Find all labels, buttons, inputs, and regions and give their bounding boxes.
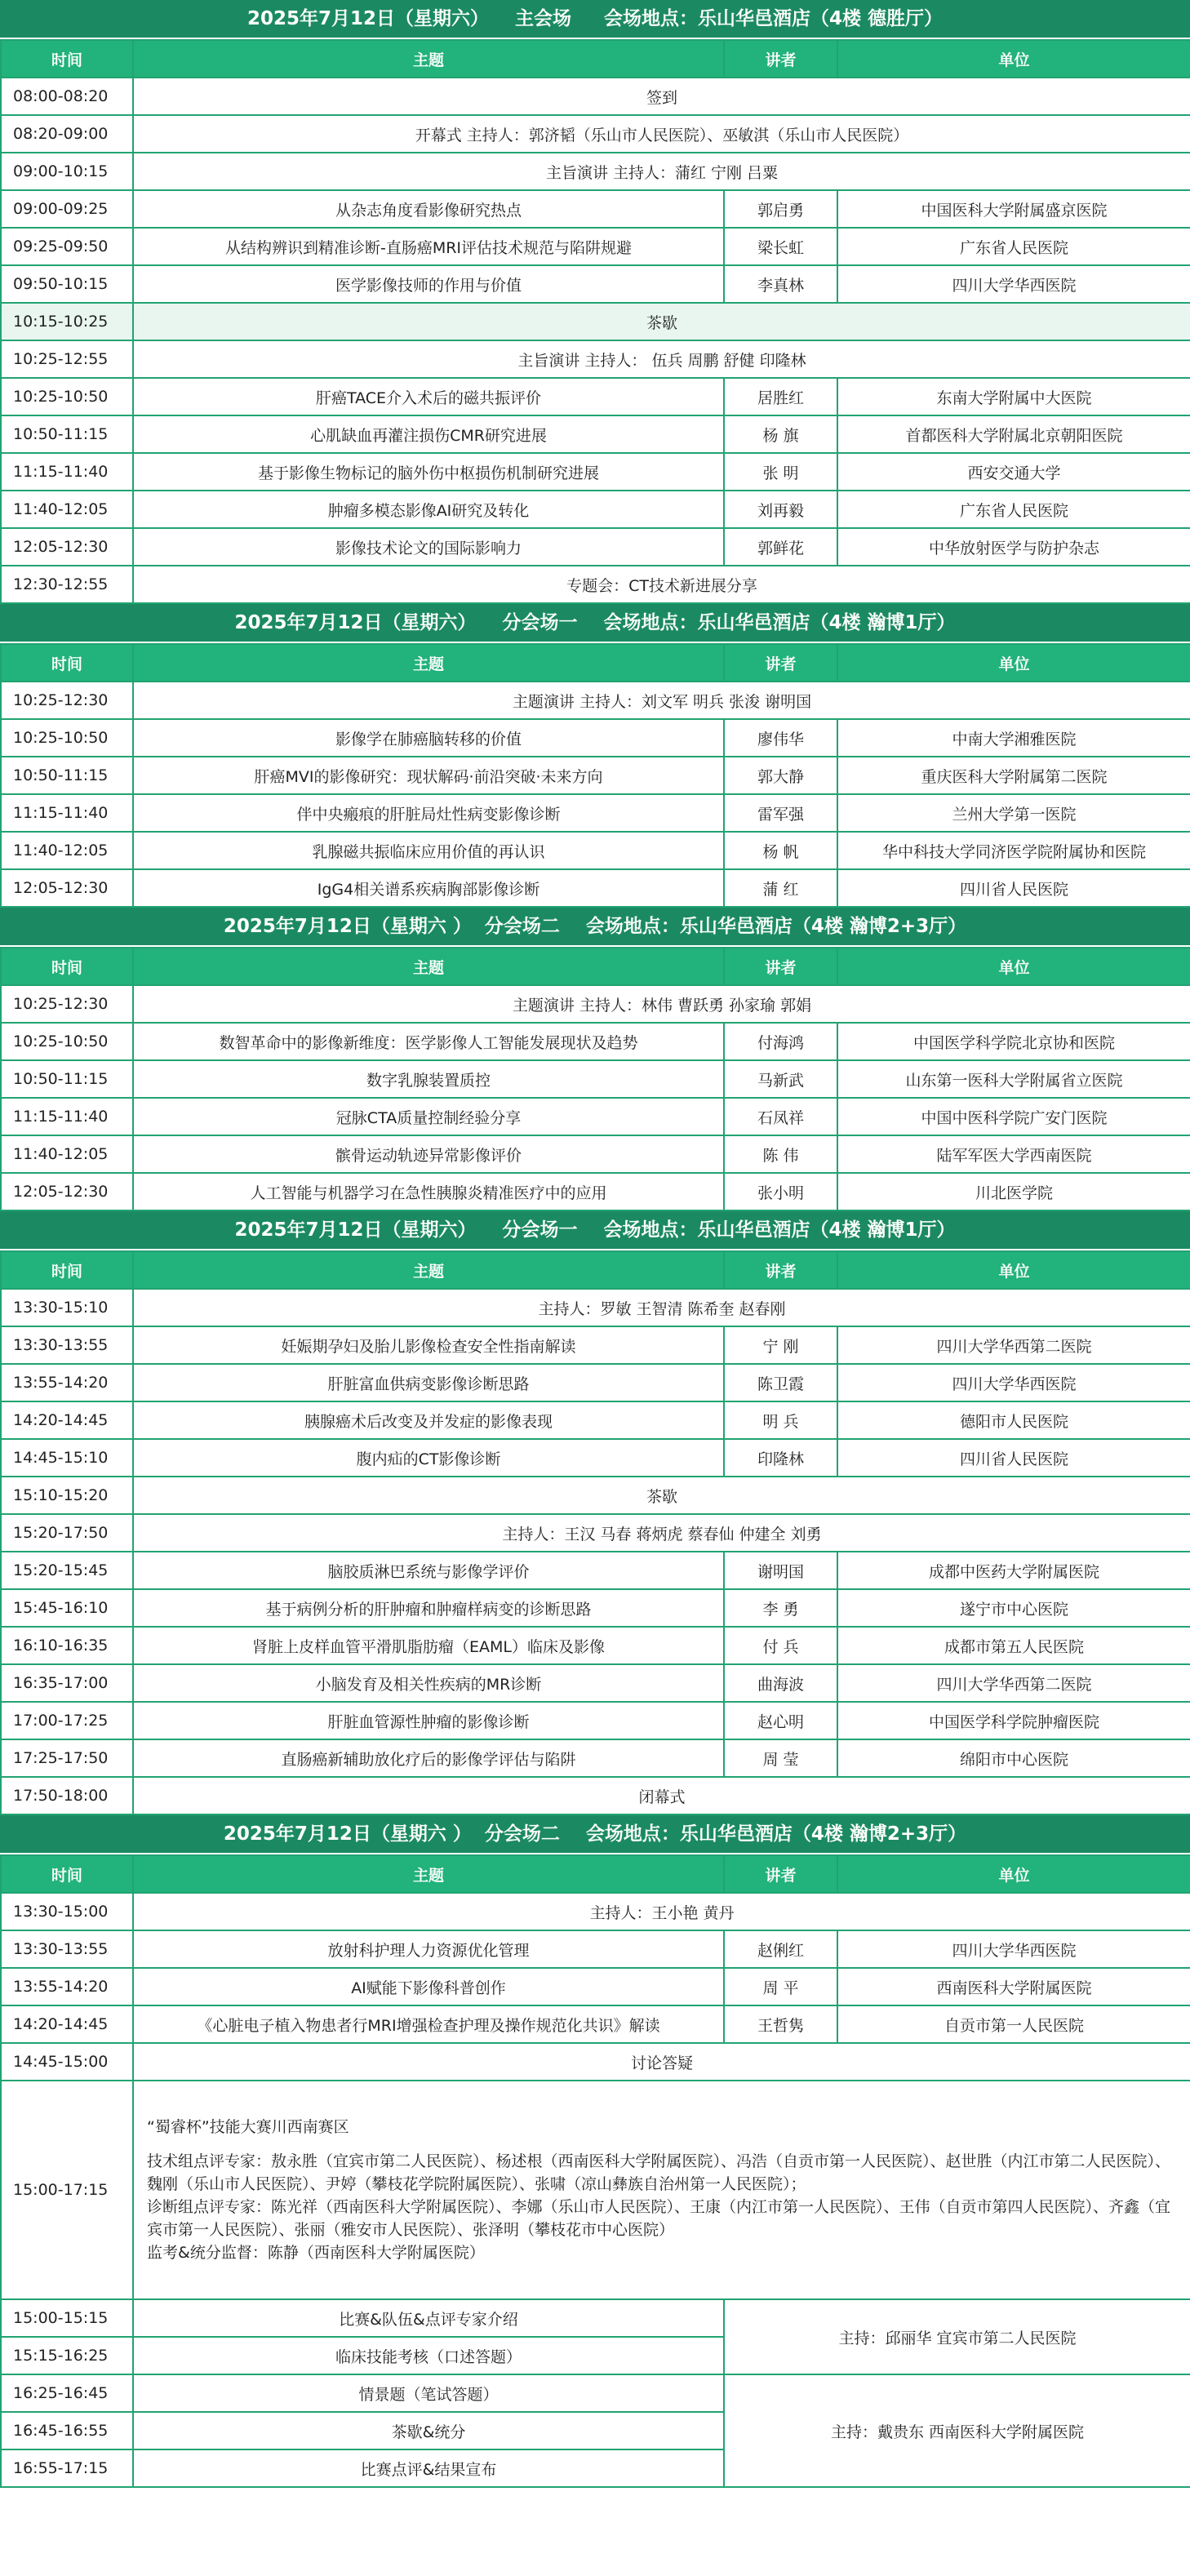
- topic-cell: 腹内疝的CT影像诊断: [133, 1439, 724, 1477]
- time-cell: 10:15-10:25: [1, 303, 133, 340]
- topic-cell: 伴中央瘢痕的肝脏局灶性病变影像诊断: [133, 794, 724, 832]
- topic-cell: 肿瘤多模态影像AI研究及转化: [133, 491, 724, 528]
- unit-cell: 中国医学科学院肿瘤医院: [837, 1702, 1190, 1739]
- time-cell: 17:00-17:25: [1, 1702, 133, 1739]
- topic-cell: AI赋能下影像科普创作: [133, 1968, 724, 2005]
- column-header: 时间: [1, 644, 133, 682]
- column-header: 单位: [837, 644, 1190, 682]
- contest-info-line: “蜀睿杯”技能大赛川西南赛区: [147, 2118, 349, 2136]
- schedule-table: [0, 643, 1190, 908]
- unit-cell: 四川大学华西医院: [837, 1364, 1190, 1401]
- speaker-cell: 陈卫霞: [724, 1364, 837, 1401]
- session-cell: 开幕式 主持人：郭济韬（乐山市人民医院）、巫敏淇（乐山市人民医院）: [133, 115, 1190, 153]
- time-cell: 11:40-12:05: [1, 1135, 133, 1173]
- contest-info-line: 监考&统分监督：陈静（西南医科大学附属医院）: [147, 2244, 485, 2262]
- time-cell: 08:20-09:00: [1, 115, 133, 153]
- time-cell: 10:25-12:30: [1, 682, 133, 719]
- contest-info-cell: [133, 2081, 1190, 2299]
- host-cell: 主持：邱丽华 宜宾市第二人民医院: [724, 2299, 1190, 2374]
- unit-cell: 四川省人民医院: [837, 1439, 1190, 1477]
- topic-cell: 肝癌TACE介入术后的磁共振评价: [133, 378, 724, 415]
- unit-cell: 西安交通大学: [837, 453, 1190, 491]
- unit-cell: 四川大学华西第二医院: [837, 1664, 1190, 1702]
- unit-cell: 东南大学附属中大医院: [837, 378, 1190, 415]
- column-header: 时间: [1, 1251, 133, 1289]
- time-cell: 10:25-10:50: [1, 1023, 133, 1060]
- header-row: [1, 948, 1190, 985]
- schedule-row: [1, 453, 1190, 491]
- topic-cell: 胰腺癌术后改变及并发症的影像表现: [133, 1401, 724, 1439]
- column-header: 主题: [133, 644, 724, 682]
- time-cell: 16:45-16:55: [1, 2412, 133, 2449]
- unit-cell: 中国医科大学附属盛京医院: [837, 190, 1190, 228]
- schedule-row: [1, 1777, 1190, 1814]
- schedule-row: [1, 2005, 1190, 2043]
- unit-cell: 德阳市人民医院: [837, 1401, 1190, 1439]
- schedule-row: [1, 1098, 1190, 1135]
- time-cell: 17:25-17:50: [1, 1739, 133, 1777]
- schedule-row: [1, 1173, 1190, 1210]
- column-header: 主题: [133, 1251, 724, 1289]
- header-row: [1, 1251, 1190, 1289]
- time-cell: 12:05-12:30: [1, 1173, 133, 1210]
- time-cell: 09:25-09:50: [1, 228, 133, 265]
- unit-cell: 遂宁市中心医院: [837, 1589, 1190, 1627]
- time-cell: 13:30-13:55: [1, 1930, 133, 1968]
- section-title: 2025年7月12日（星期六） 分会场一 会场地点：乐山华邑酒店（4楼 瀚博1厅）: [0, 604, 1190, 643]
- session-cell: 闭幕式: [133, 1777, 1190, 1814]
- speaker-cell: 付海鸿: [724, 1023, 837, 1060]
- unit-cell: 首都医科大学附属北京朝阳医院: [837, 415, 1190, 453]
- column-header: 时间: [1, 948, 133, 985]
- unit-cell: 成都中医药大学附属医院: [837, 1552, 1190, 1589]
- schedule-row: [1, 985, 1190, 1023]
- schedule-row: [1, 1514, 1190, 1552]
- session-cell: 讨论答疑: [133, 2043, 1190, 2081]
- schedule-row: [1, 1364, 1190, 1401]
- speaker-cell: 蒲 红: [724, 869, 837, 907]
- topic-cell: 小脑发育及相关性疾病的MR诊断: [133, 1664, 724, 1702]
- unit-cell: 绵阳市中心医院: [837, 1739, 1190, 1777]
- time-cell: 15:10-15:20: [1, 1477, 133, 1514]
- topic-cell: 影像技术论文的国际影响力: [133, 528, 724, 566]
- column-header: 单位: [837, 1251, 1190, 1289]
- topic-cell: IgG4相关谱系疾病胸部影像诊断: [133, 869, 724, 907]
- time-cell: 15:45-16:10: [1, 1589, 133, 1627]
- speaker-cell: 居胜红: [724, 378, 837, 415]
- session-cell: 主旨演讲 主持人：蒲红 宁刚 吕粟: [133, 153, 1190, 190]
- topic-cell: 心肌缺血再灌注损伤CMR研究进展: [133, 415, 724, 453]
- topic-cell: 直肠癌新辅助放化疗后的影像学评估与陷阱: [133, 1739, 724, 1777]
- schedule-row: [1, 415, 1190, 453]
- speaker-cell: 郭大静: [724, 757, 837, 794]
- schedule-table: [0, 39, 1190, 604]
- schedule-row: [1, 794, 1190, 832]
- speaker-cell: 李真林: [724, 265, 837, 303]
- speaker-cell: 李 勇: [724, 1589, 837, 1627]
- section-title: 2025年7月12日（星期六 ） 分会场二 会场地点：乐山华邑酒店（4楼 瀚博2+3厅）: [0, 1815, 1190, 1854]
- schedule-row: [1, 78, 1190, 115]
- unit-cell: 自贡市第一人民医院: [837, 2005, 1190, 2043]
- speaker-cell: 廖伟华: [724, 719, 837, 757]
- topic-cell: 肝脏血管源性肿瘤的影像诊断: [133, 1702, 724, 1739]
- topic-cell: 基于病例分析的肝肿瘤和肿瘤样病变的诊断思路: [133, 1589, 724, 1627]
- session-cell: 主题演讲 主持人：刘文军 明兵 张浚 谢明国: [133, 682, 1190, 719]
- topic-cell: 茶歇&统分: [133, 2412, 724, 2449]
- topic-cell: 人工智能与机器学习在急性胰腺炎精准医疗中的应用: [133, 1173, 724, 1210]
- time-cell: 17:50-18:00: [1, 1777, 133, 1814]
- time-cell: 09:50-10:15: [1, 265, 133, 303]
- time-cell: 14:45-15:10: [1, 1439, 133, 1477]
- time-cell: 16:35-17:00: [1, 1664, 133, 1702]
- schedule-row: [1, 1664, 1190, 1702]
- column-header: 讲者: [724, 1855, 837, 1893]
- schedule-row: [1, 682, 1190, 719]
- time-cell: 13:30-15:10: [1, 1289, 133, 1326]
- schedule-row: [1, 1439, 1190, 1477]
- topic-cell: 医学影像技师的作用与价值: [133, 265, 724, 303]
- schedule-row: [1, 340, 1190, 378]
- unit-cell: 四川省人民医院: [837, 869, 1190, 907]
- time-cell: 10:25-10:50: [1, 378, 133, 415]
- time-cell: 15:00-15:15: [1, 2299, 133, 2337]
- time-cell: 15:00-17:15: [1, 2081, 133, 2299]
- speaker-cell: 郭启勇: [724, 190, 837, 228]
- speaker-cell: 周 平: [724, 1968, 837, 2005]
- speaker-cell: 赵心明: [724, 1702, 837, 1739]
- time-cell: 08:00-08:20: [1, 78, 133, 115]
- schedule-row: [1, 1739, 1190, 1777]
- time-cell: 14:20-14:45: [1, 1401, 133, 1439]
- schedule-row: [1, 566, 1190, 603]
- schedule-row: [1, 719, 1190, 757]
- schedule-row: [1, 869, 1190, 907]
- speaker-cell: 梁长虹: [724, 228, 837, 265]
- topic-cell: 数智革命中的影像新维度：医学影像人工智能发展现状及趋势: [133, 1023, 724, 1060]
- topic-cell: 脑胶质淋巴系统与影像学评价: [133, 1552, 724, 1589]
- session-cell: 主题演讲 主持人：林伟 曹跃勇 孙家瑜 郭娟: [133, 985, 1190, 1023]
- unit-cell: 中国医学科学院北京协和医院: [837, 1023, 1190, 1060]
- topic-cell: 比赛点评&结果宣布: [133, 2449, 724, 2487]
- time-cell: 13:30-13:55: [1, 1326, 133, 1364]
- time-cell: 15:20-15:45: [1, 1552, 133, 1589]
- topic-cell: 情景题（笔试答题）: [133, 2374, 724, 2412]
- unit-cell: 山东第一医科大学附属省立医院: [837, 1060, 1190, 1098]
- time-cell: 09:00-09:25: [1, 190, 133, 228]
- column-header: 主题: [133, 948, 724, 985]
- speaker-cell: 谢明国: [724, 1552, 837, 1589]
- schedule-row: [1, 1289, 1190, 1326]
- time-cell: 10:50-11:15: [1, 757, 133, 794]
- time-cell: 11:15-11:40: [1, 1098, 133, 1135]
- section-title: 2025年7月12日（星期六） 主会场 会场地点：乐山华邑酒店（4楼 德胜厅）: [0, 0, 1190, 39]
- time-cell: 13:30-15:00: [1, 1893, 133, 1930]
- schedule-row: [1, 757, 1190, 794]
- unit-cell: 陆军军医大学西南医院: [837, 1135, 1190, 1173]
- speaker-cell: 杨 帆: [724, 832, 837, 869]
- speaker-cell: 印隆林: [724, 1439, 837, 1477]
- unit-cell: 广东省人民医院: [837, 491, 1190, 528]
- section-title: 2025年7月12日（星期六 ） 分会场二 会场地点：乐山华邑酒店（4楼 瀚博2+3厅）: [0, 908, 1190, 947]
- schedule-row: [1, 378, 1190, 415]
- topic-cell: 从结构辨识到精准诊断-直肠癌MRI评估技术规范与陷阱规避: [133, 228, 724, 265]
- schedule-row: [1, 1968, 1190, 2005]
- schedule-row: [1, 832, 1190, 869]
- schedule-row: [1, 228, 1190, 265]
- unit-cell: 川北医学院: [837, 1173, 1190, 1210]
- time-cell: 12:05-12:30: [1, 869, 133, 907]
- contest-info-line: 诊断组点评专家：陈光祥（西南医科大学附属医院）、李娜（乐山市人民医院）、王康（内江市第一人民医院）、王伟（自贡市第四人民医院）、齐鑫（宜宾市第一人民医院）、张丽（雅安市人民医院）、张泽明（攀枝花市中心医院）: [147, 2198, 1171, 2239]
- schedule-row: [1, 491, 1190, 528]
- speaker-cell: 郭鲜花: [724, 528, 837, 566]
- topic-cell: 妊娠期孕妇及胎儿影像检查安全性指南解读: [133, 1326, 724, 1364]
- column-header: 主题: [133, 1855, 724, 1893]
- schedule-row: [1, 1893, 1190, 1930]
- time-cell: 12:05-12:30: [1, 528, 133, 566]
- speaker-cell: 张 明: [724, 453, 837, 491]
- topic-cell: 肝脏富血供病变影像诊断思路: [133, 1364, 724, 1401]
- unit-cell: 华中科技大学同济医学院附属协和医院: [837, 832, 1190, 869]
- schedule-row: [1, 1930, 1190, 1968]
- time-cell: 11:40-12:05: [1, 491, 133, 528]
- unit-cell: 广东省人民医院: [837, 228, 1190, 265]
- time-cell: 10:50-11:15: [1, 1060, 133, 1098]
- speaker-cell: 王哲隽: [724, 2005, 837, 2043]
- time-cell: 16:55-17:15: [1, 2449, 133, 2487]
- session-cell: 主持人：罗敏 王智清 陈希奎 赵春刚: [133, 1289, 1190, 1326]
- speaker-cell: 赵俐红: [724, 1930, 837, 1968]
- topic-cell: 《心脏电子植入物患者行MRI增强检查护理及操作规范化共识》解读: [133, 2005, 724, 2043]
- session-cell: 茶歇: [133, 303, 1190, 340]
- unit-cell: 四川大学华西第二医院: [837, 1326, 1190, 1364]
- schedule-table: [0, 947, 1190, 1211]
- column-header: 时间: [1, 1855, 133, 1893]
- schedule-row: [1, 1135, 1190, 1173]
- column-header: 讲者: [724, 948, 837, 985]
- schedule-row: [1, 1023, 1190, 1060]
- schedule-row: [1, 1401, 1190, 1439]
- column-header: 讲者: [724, 40, 837, 78]
- time-cell: 11:15-11:40: [1, 453, 133, 491]
- time-cell: 15:15-16:25: [1, 2337, 133, 2374]
- topic-cell: 冠脉CTA质量控制经验分享: [133, 1098, 724, 1135]
- unit-cell: 兰州大学第一医院: [837, 794, 1190, 832]
- schedule-row: [1, 153, 1190, 190]
- contest-schedule-row: [1, 2299, 1190, 2337]
- time-cell: 13:55-14:20: [1, 1364, 133, 1401]
- speaker-cell: 杨 旗: [724, 415, 837, 453]
- session-cell: 主持人：王小艳 黄丹: [133, 1893, 1190, 1930]
- topic-cell: 影像学在肺癌脑转移的价值: [133, 719, 724, 757]
- time-cell: 11:15-11:40: [1, 794, 133, 832]
- contest-row: [1, 2081, 1190, 2299]
- speaker-cell: 刘再毅: [724, 491, 837, 528]
- time-cell: 16:10-16:35: [1, 1627, 133, 1664]
- speaker-cell: 宁 刚: [724, 1326, 837, 1364]
- header-row: [1, 40, 1190, 78]
- host-cell: 主持：戴贵东 西南医科大学附属医院: [724, 2374, 1190, 2487]
- session-cell: 主旨演讲 主持人： 伍兵 周鹏 舒健 印隆林: [133, 340, 1190, 378]
- column-header: 时间: [1, 40, 133, 78]
- schedule-row: [1, 1477, 1190, 1514]
- schedule-row: [1, 115, 1190, 153]
- unit-cell: 西南医科大学附属医院: [837, 1968, 1190, 2005]
- unit-cell: 中南大学湘雅医院: [837, 719, 1190, 757]
- contest-schedule-row: [1, 2374, 1190, 2412]
- column-header: 单位: [837, 40, 1190, 78]
- unit-cell: 重庆医科大学附属第二医院: [837, 757, 1190, 794]
- topic-cell: 数字乳腺装置质控: [133, 1060, 724, 1098]
- topic-cell: 乳腺磁共振临床应用价值的再认识: [133, 832, 724, 869]
- schedule-row: [1, 2043, 1190, 2081]
- time-cell: 09:00-10:15: [1, 153, 133, 190]
- column-header: 单位: [837, 948, 1190, 985]
- time-cell: 15:20-17:50: [1, 1514, 133, 1552]
- topic-cell: 肝癌MVI的影像研究：现状解码·前沿突破·未来方向: [133, 757, 724, 794]
- column-header: 主题: [133, 40, 724, 78]
- unit-cell: 四川大学华西医院: [837, 1930, 1190, 1968]
- session-cell: 茶歇: [133, 1477, 1190, 1514]
- unit-cell: 四川大学华西医院: [837, 265, 1190, 303]
- unit-cell: 中国中医科学院广安门医院: [837, 1098, 1190, 1135]
- column-header: 讲者: [724, 1251, 837, 1289]
- schedule-row: [1, 528, 1190, 566]
- column-header: 讲者: [724, 644, 837, 682]
- speaker-cell: 曲海波: [724, 1664, 837, 1702]
- session-cell: 专题会：CT技术新进展分享: [133, 566, 1190, 603]
- schedule-row: [1, 1627, 1190, 1664]
- time-cell: 10:25-12:30: [1, 985, 133, 1023]
- time-cell: 16:25-16:45: [1, 2374, 133, 2412]
- session-cell: 主持人：王汉 马春 蒋炳虎 蔡春仙 仲建全 刘勇: [133, 1514, 1190, 1552]
- speaker-cell: 马新武: [724, 1060, 837, 1098]
- section-title: 2025年7月12日（星期六） 分会场一 会场地点：乐山华邑酒店（4楼 瀚博1厅）: [0, 1211, 1190, 1250]
- speaker-cell: 石凤祥: [724, 1098, 837, 1135]
- topic-cell: 从杂志角度看影像研究热点: [133, 190, 724, 228]
- time-cell: 14:20-14:45: [1, 2005, 133, 2043]
- schedule-row: [1, 1702, 1190, 1739]
- schedule-table: [0, 1250, 1190, 1815]
- schedule-row: [1, 1552, 1190, 1589]
- topic-cell: 比赛&队伍&点评专家介绍: [133, 2299, 724, 2337]
- time-cell: 13:55-14:20: [1, 1968, 133, 2005]
- schedule-row: [1, 303, 1190, 340]
- topic-cell: 临床技能考核（口述答题）: [133, 2337, 724, 2374]
- schedule-row: [1, 265, 1190, 303]
- topic-cell: 肾脏上皮样血管平滑肌脂肪瘤（EAML）临床及影像: [133, 1627, 724, 1664]
- speaker-cell: 付 兵: [724, 1627, 837, 1664]
- speaker-cell: 明 兵: [724, 1401, 837, 1439]
- header-row: [1, 1855, 1190, 1893]
- speaker-cell: 周 莹: [724, 1739, 837, 1777]
- unit-cell: 成都市第五人民医院: [837, 1627, 1190, 1664]
- time-cell: 12:30-12:55: [1, 566, 133, 603]
- topic-cell: 放射科护理人力资源优化管理: [133, 1930, 724, 1968]
- speaker-cell: 张小明: [724, 1173, 837, 1210]
- session-cell: 签到: [133, 78, 1190, 115]
- topic-cell: 基于影像生物标记的脑外伤中枢损伤机制研究进展: [133, 453, 724, 491]
- column-header: 单位: [837, 1855, 1190, 1893]
- topic-cell: 髌骨运动轨迹异常影像评价: [133, 1135, 724, 1173]
- schedule-row: [1, 1060, 1190, 1098]
- schedule-row: [1, 190, 1190, 228]
- time-cell: 10:50-11:15: [1, 415, 133, 453]
- speaker-cell: 雷军强: [724, 794, 837, 832]
- contest-info-line: 技术组点评专家：敖永胜（宜宾市第二人民医院）、杨述根（西南医科大学附属医院）、冯浩（自贡市第一人民医院）、赵世胜（内江市第二人民医院）、魏刚（乐山市人民医院）、尹婷（攀枝花学院附属医院）、张啸（凉山彝族自治州第一人民医院）；: [147, 2152, 1171, 2193]
- time-cell: 11:40-12:05: [1, 832, 133, 869]
- unit-cell: 中华放射医学与防护杂志: [837, 528, 1190, 566]
- time-cell: 10:25-10:50: [1, 719, 133, 757]
- time-cell: 10:25-12:55: [1, 340, 133, 378]
- schedule-row: [1, 1589, 1190, 1627]
- schedule-row: [1, 1326, 1190, 1364]
- speaker-cell: 陈 伟: [724, 1135, 837, 1173]
- header-row: [1, 644, 1190, 682]
- schedule-table: [0, 1854, 1190, 2488]
- time-cell: 14:45-15:00: [1, 2043, 133, 2081]
